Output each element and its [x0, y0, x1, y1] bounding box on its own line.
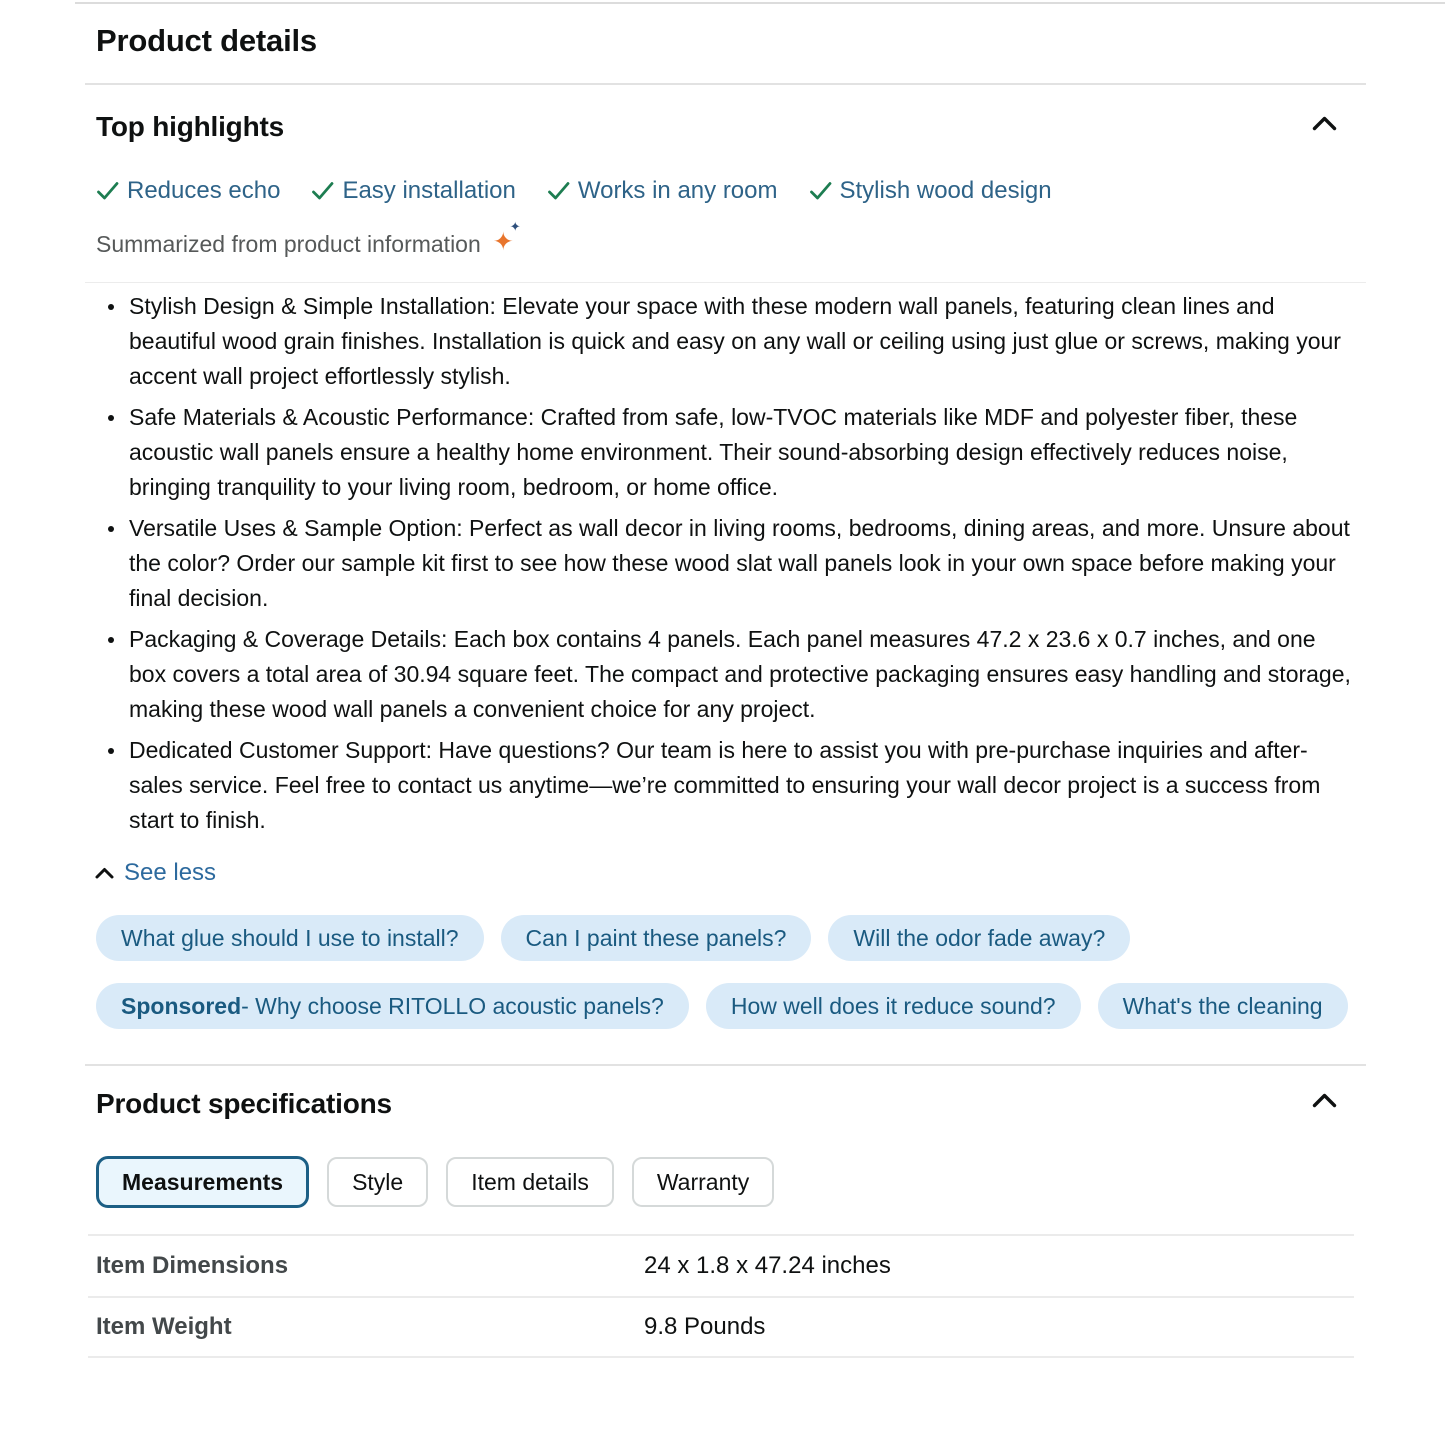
question-pill-row-1	[96, 915, 1445, 961]
see-less-link[interactable]	[94, 859, 216, 887]
spec-row-label: Item Weight	[96, 1313, 232, 1340]
chevron-up-icon	[1311, 1092, 1338, 1109]
page-title: Product details	[96, 23, 317, 58]
highlight-badge-label: Stylish wood design	[839, 177, 1052, 204]
ai-sparkle-icon: ✦ ✦	[492, 219, 521, 256]
tab-measurements[interactable]: Measurements	[96, 1156, 309, 1208]
bullet-item: Packaging & Coverage Details: Each box contains 4 panels. Each panel measures 47.2 x 23.6 x 0.7 inches, and one box covers a total area of 30.94 square feet. The compact and protective packaging ensures easy handling and storage, making these wood wall panels a convenient choice for any project.	[129, 622, 1358, 727]
highlight-badge	[809, 177, 1052, 205]
section-divider	[85, 83, 1366, 85]
check-icon	[96, 181, 120, 201]
question-pill-row-2	[96, 983, 1445, 1029]
product-specifications-title: Product specifications	[96, 1088, 392, 1119]
spec-tabs	[96, 1156, 1366, 1208]
chevron-up-icon	[1311, 115, 1338, 132]
highlight-badge-label: Reduces echo	[127, 177, 281, 204]
spec-table	[88, 1234, 1354, 1358]
tab-style[interactable]: Style	[327, 1157, 428, 1207]
highlight-badge-label: Works in any room	[577, 177, 778, 204]
question-pill[interactable]: How well does it reduce sound?	[706, 983, 1081, 1029]
question-pill[interactable]: What glue should I use to install?	[96, 915, 484, 961]
highlight-badge	[311, 177, 515, 205]
sponsored-label: Sponsored	[121, 992, 242, 1019]
spec-row-value: 9.8 Pounds	[644, 1313, 766, 1340]
bullet-item: Stylish Design & Simple Installation: Elevate your space with these modern wall panels, featuring clean lines and beautiful wood grain finishes. Installation is quick and easy on any wall or ceiling using just glue or screws, making your accent wall project effortlessly stylish.	[129, 289, 1358, 394]
list-top-divider	[85, 282, 1366, 283]
product-specifications-collapse-button[interactable]	[1309, 1088, 1340, 1113]
question-pill[interactable]: What's the cleaning	[1098, 983, 1348, 1029]
table-row	[88, 1296, 1354, 1358]
sponsored-question-pill[interactable]	[96, 983, 689, 1029]
top-highlights-header	[85, 111, 1366, 143]
highlight-badge-label: Easy installation	[342, 177, 516, 204]
question-pill[interactable]: Will the odor fade away?	[828, 915, 1130, 961]
see-less-label: See less	[124, 859, 217, 886]
chevron-up-small-icon	[94, 866, 115, 880]
check-icon	[547, 181, 571, 201]
question-pill[interactable]: Can I paint these panels?	[501, 915, 812, 961]
product-details-card	[85, 0, 1366, 1358]
spec-row-value: 24 x 1.8 x 47.24 inches	[644, 1252, 891, 1279]
highlight-bullet-list	[96, 289, 1358, 838]
table-row	[88, 1234, 1354, 1296]
summary-note	[96, 219, 1366, 258]
tab-item-details[interactable]: Item details	[446, 1157, 614, 1207]
highlight-badge	[547, 177, 778, 205]
top-highlights-title: Top highlights	[96, 111, 284, 142]
product-specifications-header	[85, 1088, 1366, 1120]
top-highlights-collapse-button[interactable]	[1309, 111, 1340, 136]
check-icon	[311, 181, 335, 201]
bullet-item: Versatile Uses & Sample Option: Perfect as wall decor in living rooms, bedrooms, dining areas, and more. Unsure about the color? Order our sample kit first to see how these wood slat wall panels look in your own space before making your final decision.	[129, 511, 1358, 616]
summary-note-text: Summarized from product information	[96, 230, 481, 257]
bullet-item: Safe Materials & Acoustic Performance: Crafted from safe, low-TVOC materials like MDF and polyester fiber, these acoustic wall panels ensure a healthy home environment. Their sound-absorbing design effectively reduces noise, bringing tranquility to your living room, bedroom, or home office.	[129, 400, 1358, 505]
tab-warranty[interactable]: Warranty	[632, 1157, 774, 1207]
sponsored-question-text: - Why choose RITOLLO acoustic panels?	[241, 992, 664, 1019]
spec-row-label: Item Dimensions	[96, 1252, 289, 1279]
section-divider	[85, 1064, 1366, 1066]
bullet-item: Dedicated Customer Support: Have questions? Our team is here to assist you with pre-purchase inquiries and after-sales service. Feel free to contact us anytime—we’re committed to ensuring your wall decor project is a success from start to finish.	[129, 733, 1358, 838]
check-icon	[809, 181, 833, 201]
highlight-badge	[96, 177, 280, 205]
highlight-badges	[96, 177, 1366, 205]
